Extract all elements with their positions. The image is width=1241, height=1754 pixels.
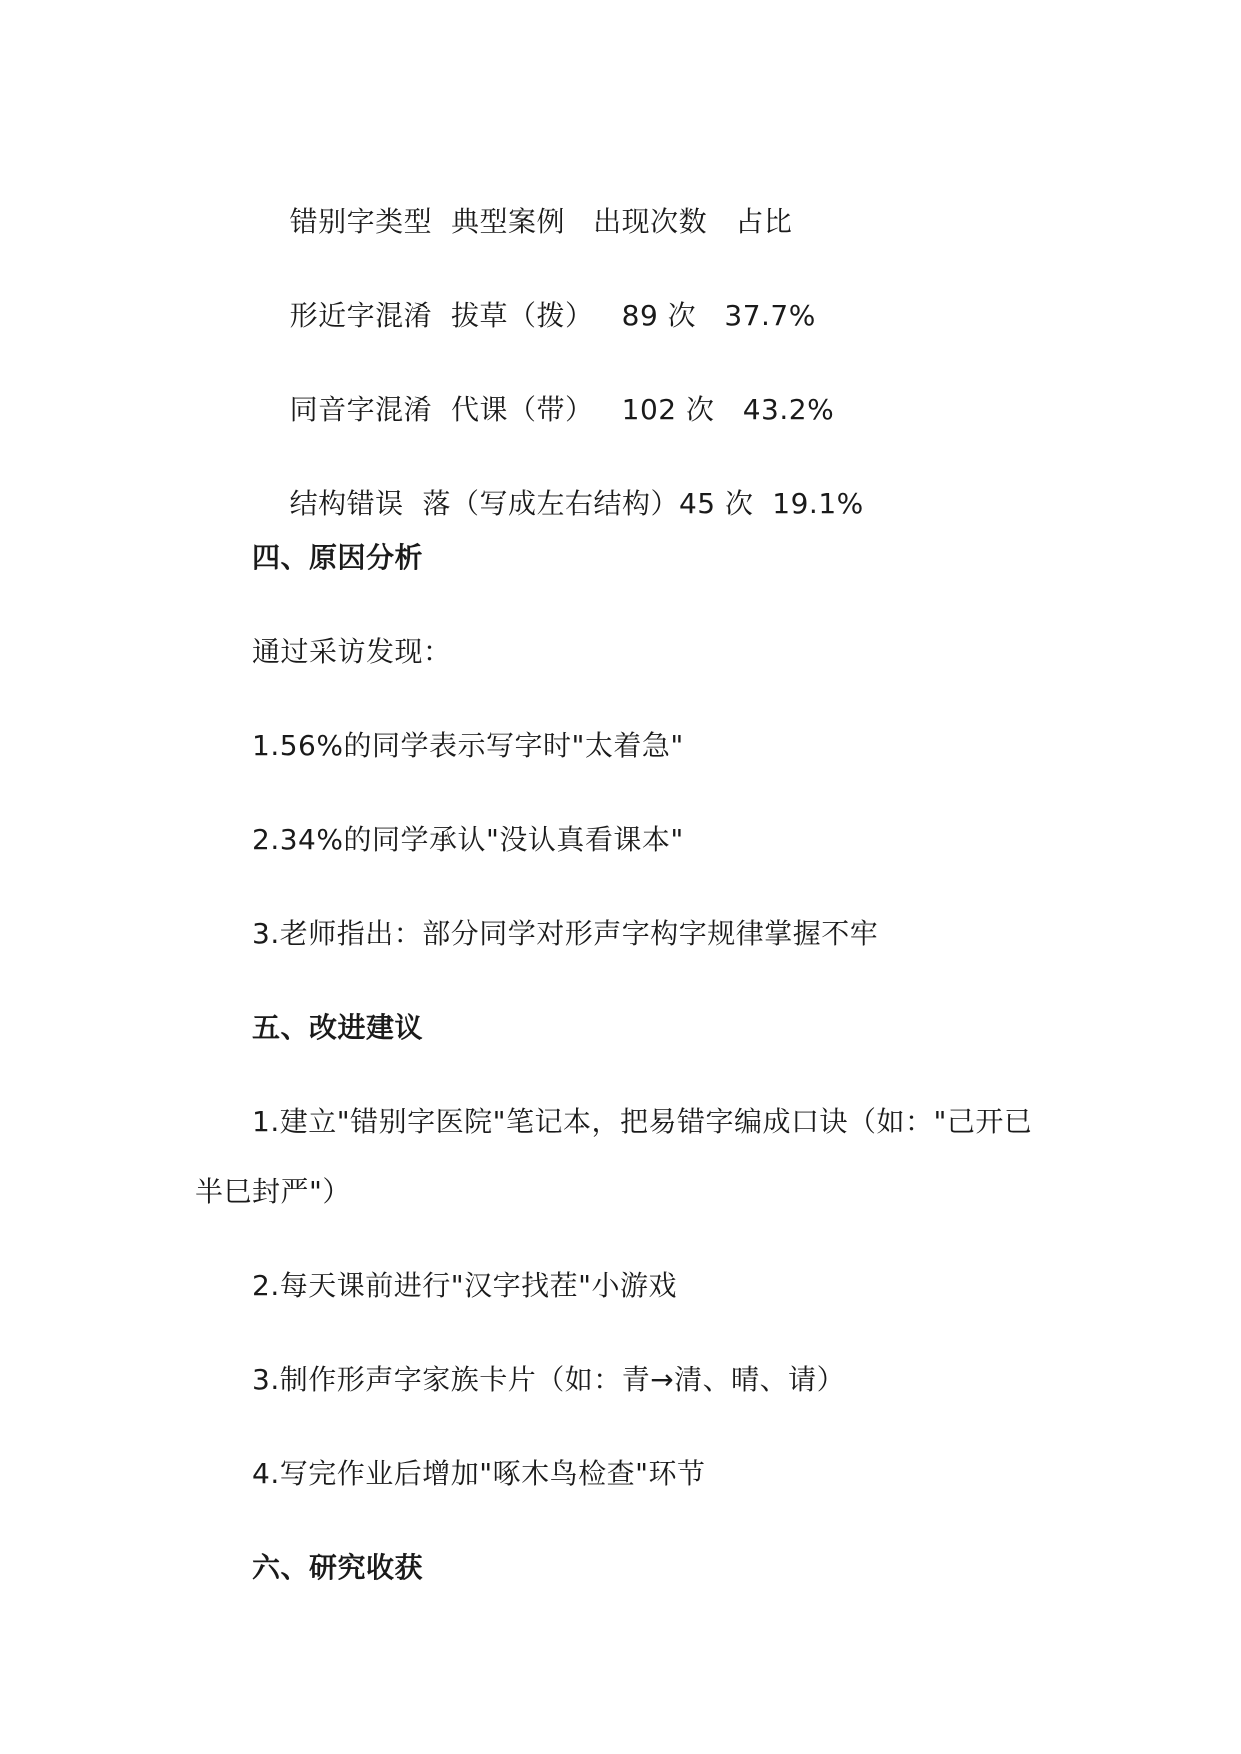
table-cell-count: 102 次 bbox=[621, 393, 715, 426]
table-cell-ratio: 37.7% bbox=[724, 299, 816, 332]
section-heading-suggestions: 五、改进建议 bbox=[252, 1011, 424, 1044]
table-header-ratio: 占比 bbox=[735, 205, 793, 238]
list-item: 2.每天课前进行"汉字找茬"小游戏 bbox=[252, 1269, 677, 1302]
section-heading-research-gains: 六、研究收获 bbox=[252, 1551, 424, 1584]
list-item: 1.56%的同学表示写字时"太着急" bbox=[252, 729, 684, 762]
table-header-type: 错别字类型 bbox=[289, 205, 433, 238]
table-cell-count: 45 次 bbox=[678, 487, 754, 520]
table-cell-example: 落（写成左右结构） bbox=[422, 487, 679, 520]
list-item: 4.写完作业后增加"啄木鸟检查"环节 bbox=[252, 1457, 706, 1490]
table-cell-count: 89 次 bbox=[621, 299, 697, 332]
section-heading-cause-analysis: 四、原因分析 bbox=[252, 541, 424, 574]
list-item: 3.制作形声字家族卡片（如：青→清、晴、请） bbox=[252, 1363, 846, 1396]
table-cell-ratio: 43.2% bbox=[742, 393, 835, 426]
table-cell-type: 结构错误 bbox=[289, 487, 404, 520]
list-item: 3.老师指出：部分同学对形声字构字规律掌握不牢 bbox=[252, 917, 879, 950]
table-cell-example: 拔草（拨） bbox=[450, 299, 594, 332]
table-cell-type: 形近字混淆 bbox=[289, 299, 433, 332]
table-header-example: 典型案例 bbox=[450, 205, 565, 238]
table-header-count: 出现次数 bbox=[593, 205, 708, 238]
table-cell-example: 代课（带） bbox=[450, 393, 594, 426]
list-item-continuation: 半巳封严"） bbox=[195, 1175, 351, 1208]
list-item: 2.34%的同学承认"没认真看课本" bbox=[252, 823, 684, 856]
paragraph-intro: 通过采访发现： bbox=[252, 635, 452, 668]
table-cell-ratio: 19.1% bbox=[772, 487, 864, 520]
table-cell-type: 同音字混淆 bbox=[289, 393, 433, 426]
list-item: 1.建立"错别字医院"笔记本，把易错字编成口诀（如："己开已 bbox=[252, 1105, 1033, 1138]
